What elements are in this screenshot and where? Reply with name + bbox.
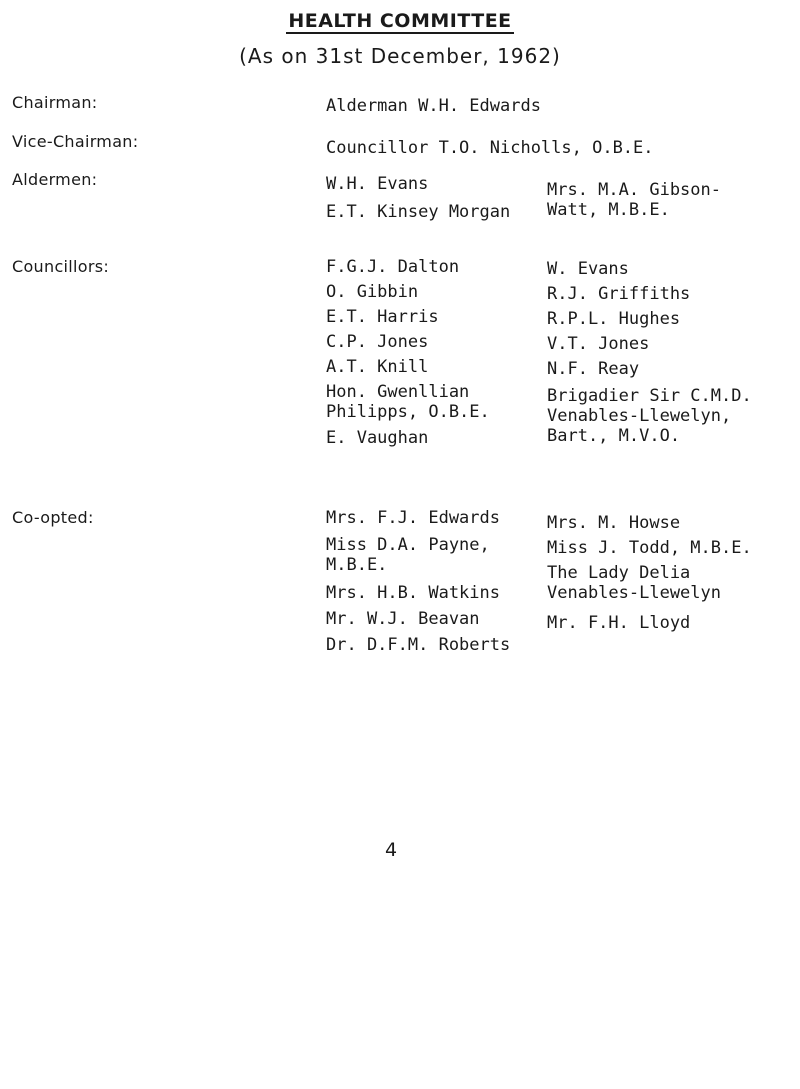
councillor-entry: A.T. Knill — [326, 357, 429, 377]
councillor-entry: R.J. Griffiths — [547, 284, 691, 304]
co-opted-entry: Mrs. F.J. Edwards — [326, 508, 500, 528]
alderman-entry: W.H. Evans — [326, 174, 429, 194]
co-opted-entry: Mr. W.J. Beavan — [326, 609, 480, 629]
co-opted-entry: The Lady Delia Venables-Llewelyn — [547, 563, 721, 603]
committee-title: HEALTH COMMITTEE — [288, 10, 512, 32]
vice-chairman-label: Vice-Chairman: — [12, 132, 139, 151]
chairman-label: Chairman: — [12, 93, 98, 112]
councillor-entry: W. Evans — [547, 259, 629, 279]
co-opted-entry: Miss D.A. Payne, M.B.E. — [326, 535, 490, 575]
co-opted-entry: Mr. F.H. Lloyd — [547, 613, 691, 633]
councillor-entry: Hon. Gwenllian Philipps, O.B.E. — [326, 382, 490, 422]
councillor-entry: R.P.L. Hughes — [547, 309, 681, 329]
co-opted-entry: Dr. D.F.M. Roberts — [326, 635, 511, 655]
councillor-entry: E.T. Harris — [326, 307, 439, 327]
councillor-entry: E. Vaughan — [326, 428, 429, 448]
councillor-entry: N.F. Reay — [547, 359, 640, 379]
councillor-entry: V.T. Jones — [547, 334, 650, 354]
councillors-label: Councillors: — [12, 257, 110, 276]
co-opted-entry: Miss J. Todd, M.B.E. — [547, 538, 752, 558]
co-opted-entry: Mrs. H.B. Watkins — [326, 583, 500, 603]
alderman-entry: E.T. Kinsey Morgan — [326, 202, 511, 222]
date-note: (As on 31st December, 1962) — [239, 44, 561, 68]
page-number: 4 — [385, 839, 398, 861]
chairman-name: Alderman W.H. Edwards — [326, 96, 541, 116]
councillor-entry: F.G.J. Dalton — [326, 257, 460, 277]
co-opted-entry: Mrs. M. Howse — [547, 513, 681, 533]
councillor-entry: O. Gibbin — [326, 282, 419, 302]
alderman-entry: Mrs. M.A. Gibson- Watt, M.B.E. — [547, 180, 721, 220]
vice-chairman-name: Councillor T.O. Nicholls, O.B.E. — [326, 138, 654, 158]
aldermen-label: Aldermen: — [12, 170, 98, 189]
councillor-entry: Brigadier Sir C.M.D. Venables-Llewelyn, Bart., M.V.O. — [547, 386, 752, 446]
councillor-entry: C.P. Jones — [326, 332, 429, 352]
co-opted-label: Co-opted: — [12, 508, 94, 527]
